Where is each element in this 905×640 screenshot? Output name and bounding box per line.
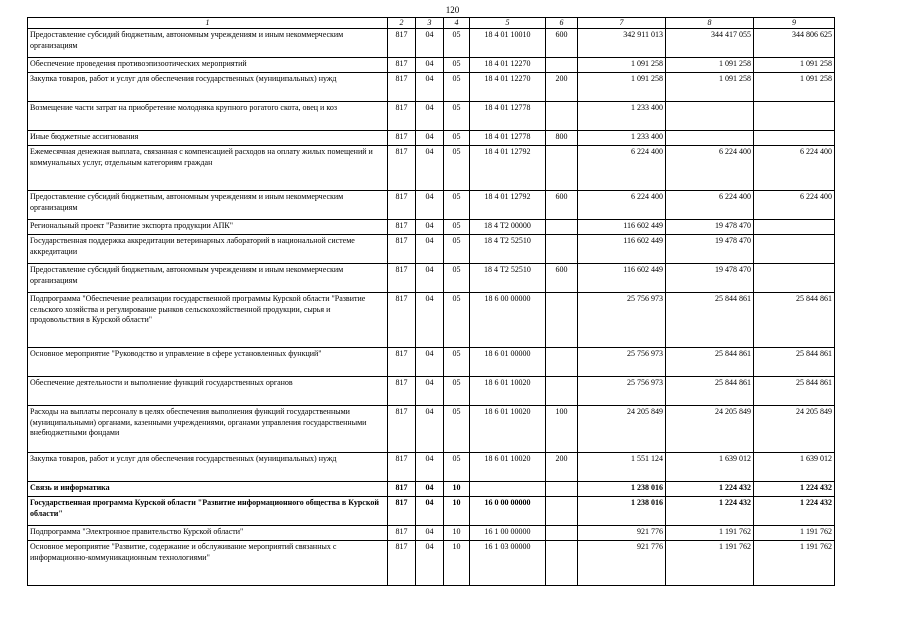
column-header: 2	[388, 18, 416, 29]
target-article-cell: 18 4 01 12792	[470, 146, 546, 191]
amount-cell	[666, 102, 754, 131]
target-article-cell: 18 4 01 12270	[470, 73, 546, 102]
expense-type-cell	[546, 146, 578, 191]
section-code-cell: 04	[416, 541, 444, 586]
amount-cell: 1 224 432	[754, 497, 835, 526]
subsection-code-cell: 05	[444, 406, 470, 453]
table-row	[28, 235, 835, 264]
target-article-cell: 16 1 00 00000	[470, 526, 546, 541]
item-name-cell: Ежемесячная денежная выплата, связанная с компенсацией расходов на оплату жилых помещений и коммунальных услуг, отдельным категориям граждан	[28, 146, 388, 191]
amount-cell: 1 233 400	[578, 131, 666, 146]
item-name-cell: Региональный проект "Развитие экспорта продукции АПК"	[28, 220, 388, 235]
section-code-cell: 04	[416, 453, 444, 482]
section-code-cell: 04	[416, 348, 444, 377]
subsection-code-cell: 05	[444, 102, 470, 131]
expense-type-cell: 800	[546, 131, 578, 146]
ministry-code-cell: 817	[388, 191, 416, 220]
amount-cell: 24 205 849	[666, 406, 754, 453]
column-header: 8	[666, 18, 754, 29]
amount-cell: 344 417 055	[666, 29, 754, 58]
table-row	[28, 131, 835, 146]
amount-cell: 1 091 258	[578, 73, 666, 102]
section-code-cell: 04	[416, 220, 444, 235]
amount-cell: 116 602 449	[578, 264, 666, 293]
target-article-cell: 16 1 03 00000	[470, 541, 546, 586]
table-row	[28, 264, 835, 293]
table-row	[28, 526, 835, 541]
amount-cell: 1 224 432	[754, 482, 835, 497]
amount-cell: 6 224 400	[578, 191, 666, 220]
amount-cell	[666, 131, 754, 146]
ministry-code-cell: 817	[388, 264, 416, 293]
expense-type-cell	[546, 293, 578, 348]
amount-cell: 1 238 016	[578, 482, 666, 497]
section-code-cell: 04	[416, 29, 444, 58]
amount-cell: 1 224 432	[666, 482, 754, 497]
table-row	[28, 541, 835, 586]
table-row	[28, 191, 835, 220]
target-article-cell: 18 6 00 00000	[470, 293, 546, 348]
amount-cell: 24 205 849	[754, 406, 835, 453]
item-name-cell: Закупка товаров, работ и услуг для обеспечения государственных (муниципальных) нужд	[28, 453, 388, 482]
section-code-cell: 04	[416, 482, 444, 497]
expense-type-cell	[546, 526, 578, 541]
target-article-cell: 18 4 Т2 52510	[470, 235, 546, 264]
target-article-cell	[470, 482, 546, 497]
subsection-code-cell: 05	[444, 377, 470, 406]
subsection-code-cell: 05	[444, 73, 470, 102]
amount-cell: 25 844 861	[666, 377, 754, 406]
subsection-code-cell: 05	[444, 293, 470, 348]
amount-cell: 6 224 400	[754, 191, 835, 220]
expense-type-cell: 100	[546, 406, 578, 453]
amount-cell: 1 224 432	[666, 497, 754, 526]
target-article-cell: 18 4 Т2 52510	[470, 264, 546, 293]
subsection-code-cell: 05	[444, 235, 470, 264]
item-name-cell: Основное мероприятие "Руководство и управление в сфере установленных функций"	[28, 348, 388, 377]
table-row	[28, 482, 835, 497]
section-code-cell: 04	[416, 131, 444, 146]
expense-type-cell	[546, 541, 578, 586]
column-header: 7	[578, 18, 666, 29]
item-name-cell: Государственная программа Курской области "Развитие информационного общества в Курской области"	[28, 497, 388, 526]
section-code-cell: 04	[416, 406, 444, 453]
section-code-cell: 04	[416, 377, 444, 406]
amount-cell	[754, 220, 835, 235]
item-name-cell: Обеспечение проведения противоэпизоотических мероприятий	[28, 58, 388, 73]
table-row	[28, 497, 835, 526]
amount-cell: 1 191 762	[754, 526, 835, 541]
table-row	[28, 146, 835, 191]
item-name-cell: Предоставление субсидий бюджетным, автономным учреждениям и иным некоммерческим организациям	[28, 264, 388, 293]
subsection-code-cell: 05	[444, 146, 470, 191]
amount-cell	[754, 131, 835, 146]
subsection-code-cell: 05	[444, 453, 470, 482]
expense-type-cell: 200	[546, 73, 578, 102]
subsection-code-cell: 10	[444, 541, 470, 586]
table-row	[28, 58, 835, 73]
target-article-cell: 18 6 01 10020	[470, 377, 546, 406]
ministry-code-cell: 817	[388, 526, 416, 541]
expense-type-cell: 600	[546, 29, 578, 58]
expense-type-cell	[546, 482, 578, 497]
amount-cell: 342 911 013	[578, 29, 666, 58]
amount-cell: 921 776	[578, 541, 666, 586]
item-name-cell: Обеспечение деятельности и выполнение функций государственных органов	[28, 377, 388, 406]
amount-cell: 1 091 258	[578, 58, 666, 73]
expense-type-cell	[546, 220, 578, 235]
subsection-code-cell: 05	[444, 264, 470, 293]
ministry-code-cell: 817	[388, 131, 416, 146]
target-article-cell: 18 4 Т2 00000	[470, 220, 546, 235]
ministry-code-cell: 817	[388, 377, 416, 406]
expense-type-cell	[546, 497, 578, 526]
target-article-cell: 18 4 01 10010	[470, 29, 546, 58]
amount-cell: 6 224 400	[578, 146, 666, 191]
expense-type-cell	[546, 58, 578, 73]
amount-cell: 25 756 973	[578, 293, 666, 348]
section-code-cell: 04	[416, 235, 444, 264]
amount-cell: 24 205 849	[578, 406, 666, 453]
amount-cell: 1 639 012	[666, 453, 754, 482]
amount-cell: 25 844 861	[754, 293, 835, 348]
amount-cell: 25 844 861	[754, 377, 835, 406]
target-article-cell: 16 0 00 00000	[470, 497, 546, 526]
amount-cell: 1 091 258	[666, 73, 754, 102]
amount-cell: 116 602 449	[578, 220, 666, 235]
amount-cell: 1 551 124	[578, 453, 666, 482]
column-header: 5	[470, 18, 546, 29]
subsection-code-cell: 05	[444, 220, 470, 235]
item-name-cell: Предоставление субсидий бюджетным, автономным учреждениям и иным некоммерческим организациям	[28, 191, 388, 220]
budget-table	[27, 17, 835, 586]
table-row	[28, 73, 835, 102]
ministry-code-cell: 817	[388, 235, 416, 264]
amount-cell: 344 806 625	[754, 29, 835, 58]
amount-cell: 1 091 258	[754, 58, 835, 73]
expense-type-cell	[546, 235, 578, 264]
ministry-code-cell: 817	[388, 406, 416, 453]
expense-type-cell	[546, 348, 578, 377]
ministry-code-cell: 817	[388, 453, 416, 482]
table-row	[28, 348, 835, 377]
item-name-cell: Основное мероприятие "Развитие, содержание и обслуживание мероприятий связанных с информационно-коммуникационным технологиями"	[28, 541, 388, 586]
ministry-code-cell: 817	[388, 58, 416, 73]
target-article-cell: 18 6 01 10020	[470, 406, 546, 453]
subsection-code-cell: 10	[444, 497, 470, 526]
section-code-cell: 04	[416, 526, 444, 541]
amount-cell	[754, 102, 835, 131]
ministry-code-cell: 817	[388, 220, 416, 235]
target-article-cell: 18 6 01 00000	[470, 348, 546, 377]
ministry-code-cell: 817	[388, 146, 416, 191]
amount-cell: 25 844 861	[666, 348, 754, 377]
amount-cell: 1 639 012	[754, 453, 835, 482]
table-row	[28, 220, 835, 235]
subsection-code-cell: 10	[444, 526, 470, 541]
column-header: 1	[28, 18, 388, 29]
amount-cell: 19 478 470	[666, 264, 754, 293]
target-article-cell: 18 4 01 12270	[470, 58, 546, 73]
item-name-cell: Иные бюджетные ассигнования	[28, 131, 388, 146]
amount-cell: 25 844 861	[754, 348, 835, 377]
item-name-cell: Закупка товаров, работ и услуг для обеспечения государственных (муниципальных) нужд	[28, 73, 388, 102]
subsection-code-cell: 05	[444, 191, 470, 220]
amount-cell: 19 478 470	[666, 235, 754, 264]
section-code-cell: 04	[416, 146, 444, 191]
item-name-cell: Возмещение части затрат на приобретение молодняка крупного рогатого скота, овец и коз	[28, 102, 388, 131]
amount-cell: 116 602 449	[578, 235, 666, 264]
item-name-cell: Подпрограмма "Электронное правительство Курской области"	[28, 526, 388, 541]
target-article-cell: 18 4 01 12778	[470, 102, 546, 131]
subsection-code-cell: 10	[444, 482, 470, 497]
item-name-cell: Связь и информатика	[28, 482, 388, 497]
amount-cell: 1 191 762	[754, 541, 835, 586]
item-name-cell: Расходы на выплаты персоналу в целях обеспечения выполнения функций государственными (муниципальными) органами, казенными учреждениями, органами управления государственными внебюджетными фондами	[28, 406, 388, 453]
amount-cell	[754, 264, 835, 293]
section-code-cell: 04	[416, 264, 444, 293]
amount-cell: 1 191 762	[666, 526, 754, 541]
item-name-cell: Государственная поддержка аккредитации ветеринарных лабораторий в национальной системе аккредитации	[28, 235, 388, 264]
column-number-row	[28, 18, 835, 29]
amount-cell: 921 776	[578, 526, 666, 541]
expense-type-cell: 600	[546, 191, 578, 220]
subsection-code-cell: 05	[444, 348, 470, 377]
page-number: 120	[445, 5, 460, 15]
amount-cell: 1 233 400	[578, 102, 666, 131]
amount-cell: 6 224 400	[666, 146, 754, 191]
subsection-code-cell: 05	[444, 29, 470, 58]
subsection-code-cell: 05	[444, 58, 470, 73]
column-header: 3	[416, 18, 444, 29]
amount-cell: 6 224 400	[666, 191, 754, 220]
amount-cell: 25 844 861	[666, 293, 754, 348]
table-row	[28, 29, 835, 58]
item-name-cell: Подпрограмма "Обеспечение реализации государственной программы Курской области "Развитие сельского хозяйства и регулирование рынков сельскохозяйственной продукции, сырья и продовольствия в Курской области"	[28, 293, 388, 348]
expense-type-cell: 200	[546, 453, 578, 482]
amount-cell: 6 224 400	[754, 146, 835, 191]
ministry-code-cell: 817	[388, 541, 416, 586]
table-row	[28, 102, 835, 131]
section-code-cell: 04	[416, 73, 444, 102]
table-row	[28, 293, 835, 348]
amount-cell: 25 756 973	[578, 348, 666, 377]
section-code-cell: 04	[416, 102, 444, 131]
table-row	[28, 406, 835, 453]
amount-cell: 1 091 258	[666, 58, 754, 73]
amount-cell: 1 191 762	[666, 541, 754, 586]
expense-type-cell: 600	[546, 264, 578, 293]
target-article-cell: 18 6 01 10020	[470, 453, 546, 482]
ministry-code-cell: 817	[388, 293, 416, 348]
column-header: 6	[546, 18, 578, 29]
ministry-code-cell: 817	[388, 348, 416, 377]
expense-type-cell	[546, 102, 578, 131]
column-header: 9	[754, 18, 835, 29]
ministry-code-cell: 817	[388, 73, 416, 102]
ministry-code-cell: 817	[388, 102, 416, 131]
table-row	[28, 453, 835, 482]
section-code-cell: 04	[416, 191, 444, 220]
section-code-cell: 04	[416, 58, 444, 73]
target-article-cell: 18 4 01 12792	[470, 191, 546, 220]
subsection-code-cell: 05	[444, 131, 470, 146]
table-row	[28, 377, 835, 406]
column-header: 4	[444, 18, 470, 29]
amount-cell: 19 478 470	[666, 220, 754, 235]
amount-cell: 1 238 016	[578, 497, 666, 526]
amount-cell	[754, 235, 835, 264]
item-name-cell: Предоставление субсидий бюджетным, автономным учреждениям и иным некоммерческим организациям	[28, 29, 388, 58]
ministry-code-cell: 817	[388, 29, 416, 58]
ministry-code-cell: 817	[388, 482, 416, 497]
ministry-code-cell: 817	[388, 497, 416, 526]
section-code-cell: 04	[416, 497, 444, 526]
target-article-cell: 18 4 01 12778	[470, 131, 546, 146]
section-code-cell: 04	[416, 293, 444, 348]
amount-cell: 1 091 258	[754, 73, 835, 102]
amount-cell: 25 756 973	[578, 377, 666, 406]
expense-type-cell	[546, 377, 578, 406]
